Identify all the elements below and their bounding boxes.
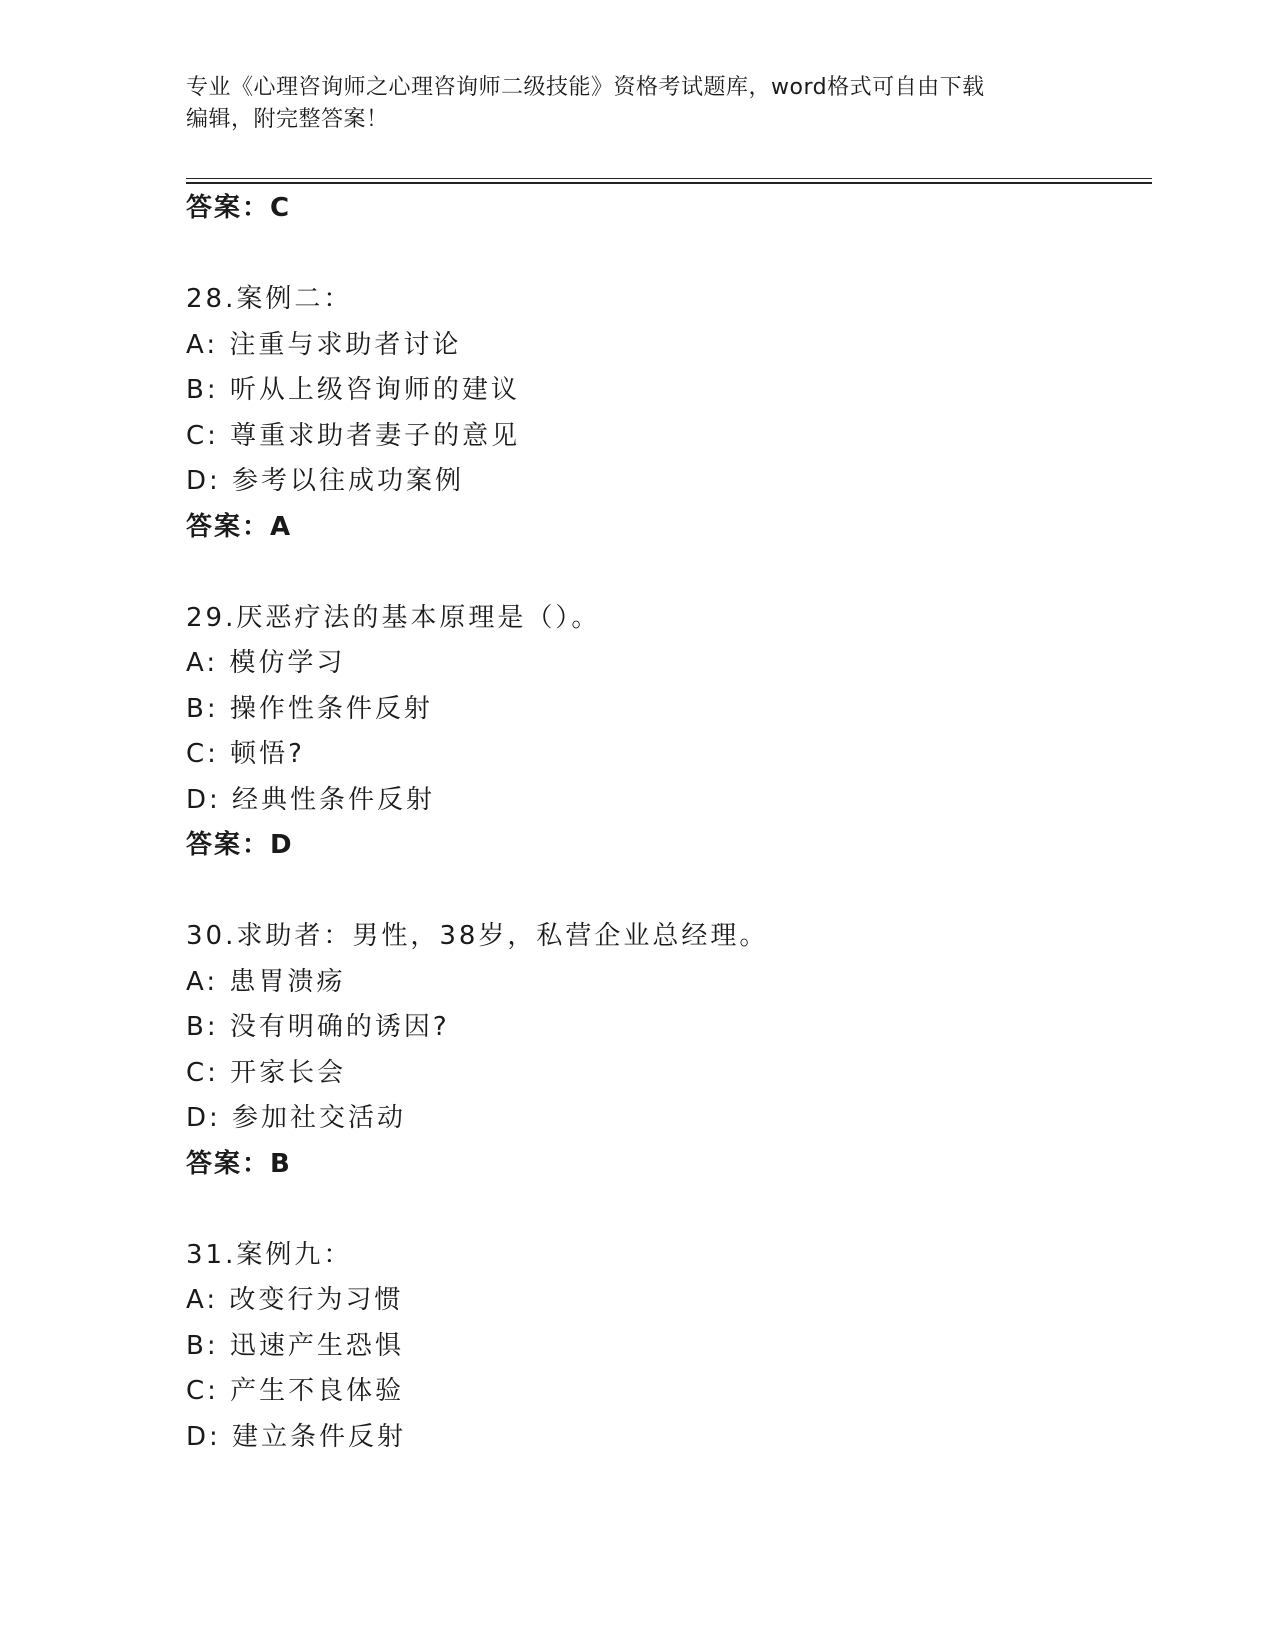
header-line-1: 专业《心理咨询师之心理咨询师二级技能》资格考试题库，word格式可自由下载	[186, 75, 985, 100]
option-a: A: 注重与求助者讨论	[186, 329, 462, 360]
header-rule-thin	[186, 178, 1152, 179]
option-d: D: 参考以往成功案例	[186, 466, 465, 496]
option-b: B: 操作性条件反射	[186, 693, 433, 724]
spacer	[186, 869, 1152, 915]
question-list	[186, 186, 1152, 1460]
question-stem: 30.求助者：男性，38岁，私营企业总经理。	[186, 921, 769, 951]
question-stem: 28.案例二：	[186, 284, 353, 314]
option-c: C: 开家长会	[186, 1057, 347, 1088]
option-d: D: 参加社交活动	[186, 1103, 407, 1133]
option-c: C: 顿悟?	[186, 739, 305, 769]
header-line-2: 编辑，附完整答案！	[186, 107, 389, 132]
option-b: B: 听从上级咨询师的建议	[186, 375, 520, 405]
option-a: A: 模仿学习	[186, 648, 346, 678]
question-29	[186, 596, 1152, 869]
answer: 答案：B	[186, 1148, 292, 1179]
question-stem: 31.案例九：	[186, 1239, 353, 1270]
question-28	[186, 277, 1152, 550]
answer: 答案：A	[186, 511, 293, 542]
question-stem: 29.厌恶疗法的基本原理是（）。	[186, 602, 601, 633]
question-31	[186, 1233, 1152, 1461]
option-a: A: 改变行为习惯	[186, 1285, 404, 1315]
option-c: C: 尊重求助者妻子的意见	[186, 420, 521, 451]
page-header	[186, 72, 1086, 136]
option-c: C: 产生不良体验	[186, 1376, 405, 1406]
spacer	[186, 550, 1152, 596]
answer: 答案：D	[186, 830, 294, 860]
question-30	[186, 914, 1152, 1187]
previous-answer: 答案：C	[186, 193, 292, 223]
option-a: A: 患胃溃疡	[186, 966, 346, 997]
option-b: B: 没有明确的诱因?	[186, 1012, 450, 1042]
header-rule-thick	[186, 182, 1152, 184]
spacer	[186, 1187, 1152, 1233]
option-d: D: 经典性条件反射	[186, 784, 436, 815]
spacer	[186, 232, 1152, 278]
option-b: B: 迅速产生恐惧	[186, 1330, 404, 1361]
option-d: D: 建立条件反射	[186, 1421, 407, 1452]
